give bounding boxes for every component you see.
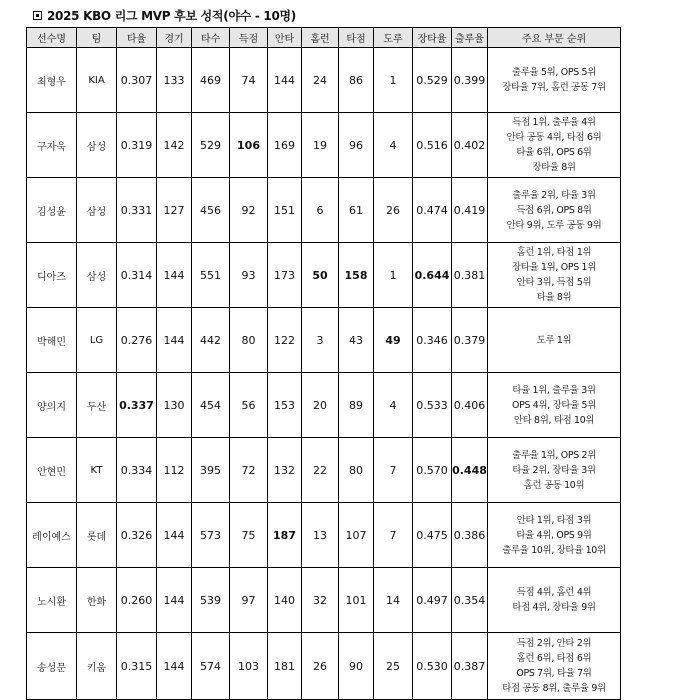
hits-cell: 153 — [268, 373, 302, 438]
ranking-line: 장타율 8위 — [532, 162, 576, 173]
at-bats-cell: 469 — [192, 48, 230, 113]
home-runs-cell: 6 — [302, 178, 339, 243]
games-cell: 144 — [157, 243, 192, 308]
header-cell: 주요 부문 순위 — [488, 28, 621, 48]
table-row — [27, 308, 621, 373]
header-cell: 도루 — [374, 28, 413, 48]
on-base-cell: 0.379 — [452, 308, 488, 373]
ranking-line: 홈런 6위, 타점 6위 — [516, 653, 592, 664]
ranking-line: 안타 공동 4위, 타점 6위 — [506, 132, 602, 143]
stolen-bases-cell: 49 — [374, 308, 413, 373]
on-base-cell: 0.448 — [452, 438, 488, 503]
table-row — [27, 633, 621, 700]
games-cell: 112 — [157, 438, 192, 503]
ranking-line: 타율 1위, 출루율 3위 — [512, 384, 596, 396]
hits-cell: 132 — [268, 438, 302, 503]
table-row — [27, 243, 621, 308]
games-cell: 144 — [157, 308, 192, 373]
runs-cell: 92 — [230, 178, 268, 243]
team-cell: KT — [77, 438, 117, 503]
rbi-cell: 158 — [339, 243, 374, 308]
rbi-cell: 89 — [339, 373, 374, 438]
table-row — [27, 568, 621, 633]
mvp-stats-table — [26, 27, 621, 700]
slugging-cell: 0.533 — [413, 373, 452, 438]
player-name-cell: 디아즈 — [27, 243, 77, 308]
batting-avg-cell: 0.331 — [117, 178, 157, 243]
games-cell: 133 — [157, 48, 192, 113]
table-row — [27, 503, 621, 568]
player-name-cell: 최형우 — [27, 48, 77, 113]
batting-avg-cell: 0.260 — [117, 568, 157, 633]
ranking-line: 안타 3위, 득점 5위 — [516, 277, 592, 288]
header-cell: 안타 — [268, 28, 302, 48]
ranking-line: 도루 1위 — [536, 334, 572, 346]
slugging-cell: 0.529 — [413, 48, 452, 113]
games-cell: 144 — [157, 568, 192, 633]
games-cell: 144 — [157, 503, 192, 568]
stolen-bases-cell: 4 — [374, 113, 413, 178]
rbi-cell: 80 — [339, 438, 374, 503]
ranking-line: 득점 4위, 홈런 4위 — [516, 587, 592, 598]
header-cell: 장타율 — [413, 28, 452, 48]
ranking-line: 득점 6위, OPS 8위 — [516, 204, 592, 216]
header-cell: 득점 — [230, 28, 268, 48]
batting-avg-cell: 0.315 — [117, 633, 157, 700]
player-name-cell: 김성윤 — [27, 178, 77, 243]
home-runs-cell: 32 — [302, 568, 339, 633]
games-cell: 142 — [157, 113, 192, 178]
player-name-cell: 구자욱 — [27, 113, 77, 178]
home-runs-cell: 26 — [302, 633, 339, 700]
rankings-cell — [488, 308, 621, 373]
table-title-text: 2025 KBO 리그 MVP 후보 성적(야수 - 10명) — [47, 8, 296, 23]
ranking-line: 안타 8위, 타점 10위 — [513, 414, 595, 426]
rbi-cell: 61 — [339, 178, 374, 243]
hits-cell: 151 — [268, 178, 302, 243]
on-base-cell: 0.406 — [452, 373, 488, 438]
player-name-cell: 박해민 — [27, 308, 77, 373]
stolen-bases-cell: 7 — [374, 438, 413, 503]
hits-cell: 187 — [268, 503, 302, 568]
table-row — [27, 178, 621, 243]
header-cell: 타점 — [339, 28, 374, 48]
rbi-cell: 96 — [339, 113, 374, 178]
ranking-line: 출루율 10위, 장타율 10위 — [502, 544, 606, 556]
ranking-line: 출루율 2위, 타율 3위 — [512, 189, 596, 201]
home-runs-cell: 19 — [302, 113, 339, 178]
hits-cell: 173 — [268, 243, 302, 308]
runs-cell: 97 — [230, 568, 268, 633]
team-cell: 두산 — [77, 373, 117, 438]
runs-cell: 80 — [230, 308, 268, 373]
header-cell: 출루율 — [452, 28, 488, 48]
player-name-cell: 안현민 — [27, 438, 77, 503]
batting-avg-cell: 0.326 — [117, 503, 157, 568]
ranking-line: 타점 공동 8위, 출루율 9위 — [502, 683, 606, 694]
rbi-cell: 107 — [339, 503, 374, 568]
games-cell: 127 — [157, 178, 192, 243]
home-runs-cell: 20 — [302, 373, 339, 438]
slugging-cell: 0.570 — [413, 438, 452, 503]
on-base-cell: 0.354 — [452, 568, 488, 633]
runs-cell: 56 — [230, 373, 268, 438]
slugging-cell: 0.346 — [413, 308, 452, 373]
ranking-line: 타점 4위, 장타율 9위 — [512, 602, 596, 613]
rankings-cell — [488, 178, 621, 243]
rankings-cell — [488, 243, 621, 308]
team-cell: 한화 — [77, 568, 117, 633]
team-cell: 키움 — [77, 633, 117, 700]
stolen-bases-cell: 14 — [374, 568, 413, 633]
table-row — [27, 48, 621, 113]
slugging-cell: 0.530 — [413, 633, 452, 700]
home-runs-cell: 3 — [302, 308, 339, 373]
ranking-line: 장타율 7위, 홈런 공동 7위 — [502, 82, 606, 93]
on-base-cell: 0.419 — [452, 178, 488, 243]
ranking-line: OPS 7위, 타율 7위 — [516, 668, 592, 679]
runs-cell: 106 — [230, 113, 268, 178]
ranking-line: 출루율 5위, OPS 5위 — [512, 67, 596, 78]
home-runs-cell: 22 — [302, 438, 339, 503]
header-cell: 타율 — [117, 28, 157, 48]
home-runs-cell: 24 — [302, 48, 339, 113]
ranking-line: 안타 1위, 타점 3위 — [516, 514, 592, 526]
rankings-cell — [488, 503, 621, 568]
hits-cell: 140 — [268, 568, 302, 633]
ranking-line: 득점 2위, 안타 2위 — [516, 638, 592, 649]
on-base-cell: 0.381 — [452, 243, 488, 308]
header-cell: 팀 — [77, 28, 117, 48]
ranking-line: 타율 8위 — [536, 292, 572, 303]
table-row — [27, 373, 621, 438]
on-base-cell: 0.399 — [452, 48, 488, 113]
at-bats-cell: 539 — [192, 568, 230, 633]
table-row — [27, 438, 621, 503]
stolen-bases-cell: 4 — [374, 373, 413, 438]
hits-cell: 169 — [268, 113, 302, 178]
at-bats-cell: 456 — [192, 178, 230, 243]
team-cell: 삼성 — [77, 113, 117, 178]
batting-avg-cell: 0.307 — [117, 48, 157, 113]
slugging-cell: 0.516 — [413, 113, 452, 178]
at-bats-cell: 573 — [192, 503, 230, 568]
at-bats-cell: 551 — [192, 243, 230, 308]
rbi-cell: 86 — [339, 48, 374, 113]
rankings-cell — [488, 568, 621, 633]
stolen-bases-cell: 1 — [374, 243, 413, 308]
ranking-line: 안타 9위, 도루 공동 9위 — [506, 219, 602, 231]
header-cell: 경기 — [157, 28, 192, 48]
slugging-cell: 0.497 — [413, 568, 452, 633]
square-bullet-icon — [33, 11, 42, 20]
table-title — [33, 5, 296, 25]
home-runs-cell: 13 — [302, 503, 339, 568]
header-row — [27, 28, 621, 48]
stolen-bases-cell: 25 — [374, 633, 413, 700]
stolen-bases-cell: 1 — [374, 48, 413, 113]
runs-cell: 74 — [230, 48, 268, 113]
rankings-cell — [488, 438, 621, 503]
rankings-cell — [488, 48, 621, 113]
on-base-cell: 0.402 — [452, 113, 488, 178]
on-base-cell: 0.387 — [452, 633, 488, 700]
team-cell: 삼성 — [77, 178, 117, 243]
runs-cell: 93 — [230, 243, 268, 308]
at-bats-cell: 454 — [192, 373, 230, 438]
table-row — [27, 113, 621, 178]
rbi-cell: 101 — [339, 568, 374, 633]
ranking-line: 홈런 공동 10위 — [523, 479, 585, 491]
runs-cell: 72 — [230, 438, 268, 503]
player-name-cell: 양의지 — [27, 373, 77, 438]
on-base-cell: 0.386 — [452, 503, 488, 568]
rankings-cell — [488, 633, 621, 700]
player-name-cell: 노시환 — [27, 568, 77, 633]
ranking-line: 타율 4위, OPS 9위 — [516, 529, 592, 541]
team-cell: KIA — [77, 48, 117, 113]
at-bats-cell: 442 — [192, 308, 230, 373]
batting-avg-cell: 0.319 — [117, 113, 157, 178]
slugging-cell: 0.644 — [413, 243, 452, 308]
rbi-cell: 43 — [339, 308, 374, 373]
runs-cell: 75 — [230, 503, 268, 568]
player-name-cell: 송성문 — [27, 633, 77, 700]
ranking-line: 타율 6위, OPS 6위 — [516, 147, 592, 158]
at-bats-cell: 395 — [192, 438, 230, 503]
at-bats-cell: 574 — [192, 633, 230, 700]
ranking-line: 장타율 1위, OPS 1위 — [512, 262, 596, 273]
ranking-line: 득점 1위, 출루율 4위 — [512, 117, 596, 128]
rbi-cell: 90 — [339, 633, 374, 700]
header-cell: 타수 — [192, 28, 230, 48]
hits-cell: 122 — [268, 308, 302, 373]
batting-avg-cell: 0.337 — [117, 373, 157, 438]
stolen-bases-cell: 26 — [374, 178, 413, 243]
header-cell: 선수명 — [27, 28, 77, 48]
hits-cell: 181 — [268, 633, 302, 700]
slugging-cell: 0.474 — [413, 178, 452, 243]
ranking-line: OPS 4위, 장타율 5위 — [512, 399, 596, 411]
rankings-cell — [488, 113, 621, 178]
batting-avg-cell: 0.314 — [117, 243, 157, 308]
player-name-cell: 레이예스 — [27, 503, 77, 568]
batting-avg-cell: 0.276 — [117, 308, 157, 373]
batting-avg-cell: 0.334 — [117, 438, 157, 503]
games-cell: 130 — [157, 373, 192, 438]
team-cell: 삼성 — [77, 243, 117, 308]
team-cell: LG — [77, 308, 117, 373]
hits-cell: 144 — [268, 48, 302, 113]
ranking-line: 타율 2위, 장타율 3위 — [512, 464, 596, 476]
stolen-bases-cell: 7 — [374, 503, 413, 568]
games-cell: 144 — [157, 633, 192, 700]
ranking-line: 출루율 1위, OPS 2위 — [512, 449, 596, 461]
team-cell: 롯데 — [77, 503, 117, 568]
header-cell: 홈런 — [302, 28, 339, 48]
at-bats-cell: 529 — [192, 113, 230, 178]
slugging-cell: 0.475 — [413, 503, 452, 568]
rankings-cell — [488, 373, 621, 438]
runs-cell: 103 — [230, 633, 268, 700]
home-runs-cell: 50 — [302, 243, 339, 308]
ranking-line: 홈런 1위, 타점 1위 — [516, 247, 592, 258]
